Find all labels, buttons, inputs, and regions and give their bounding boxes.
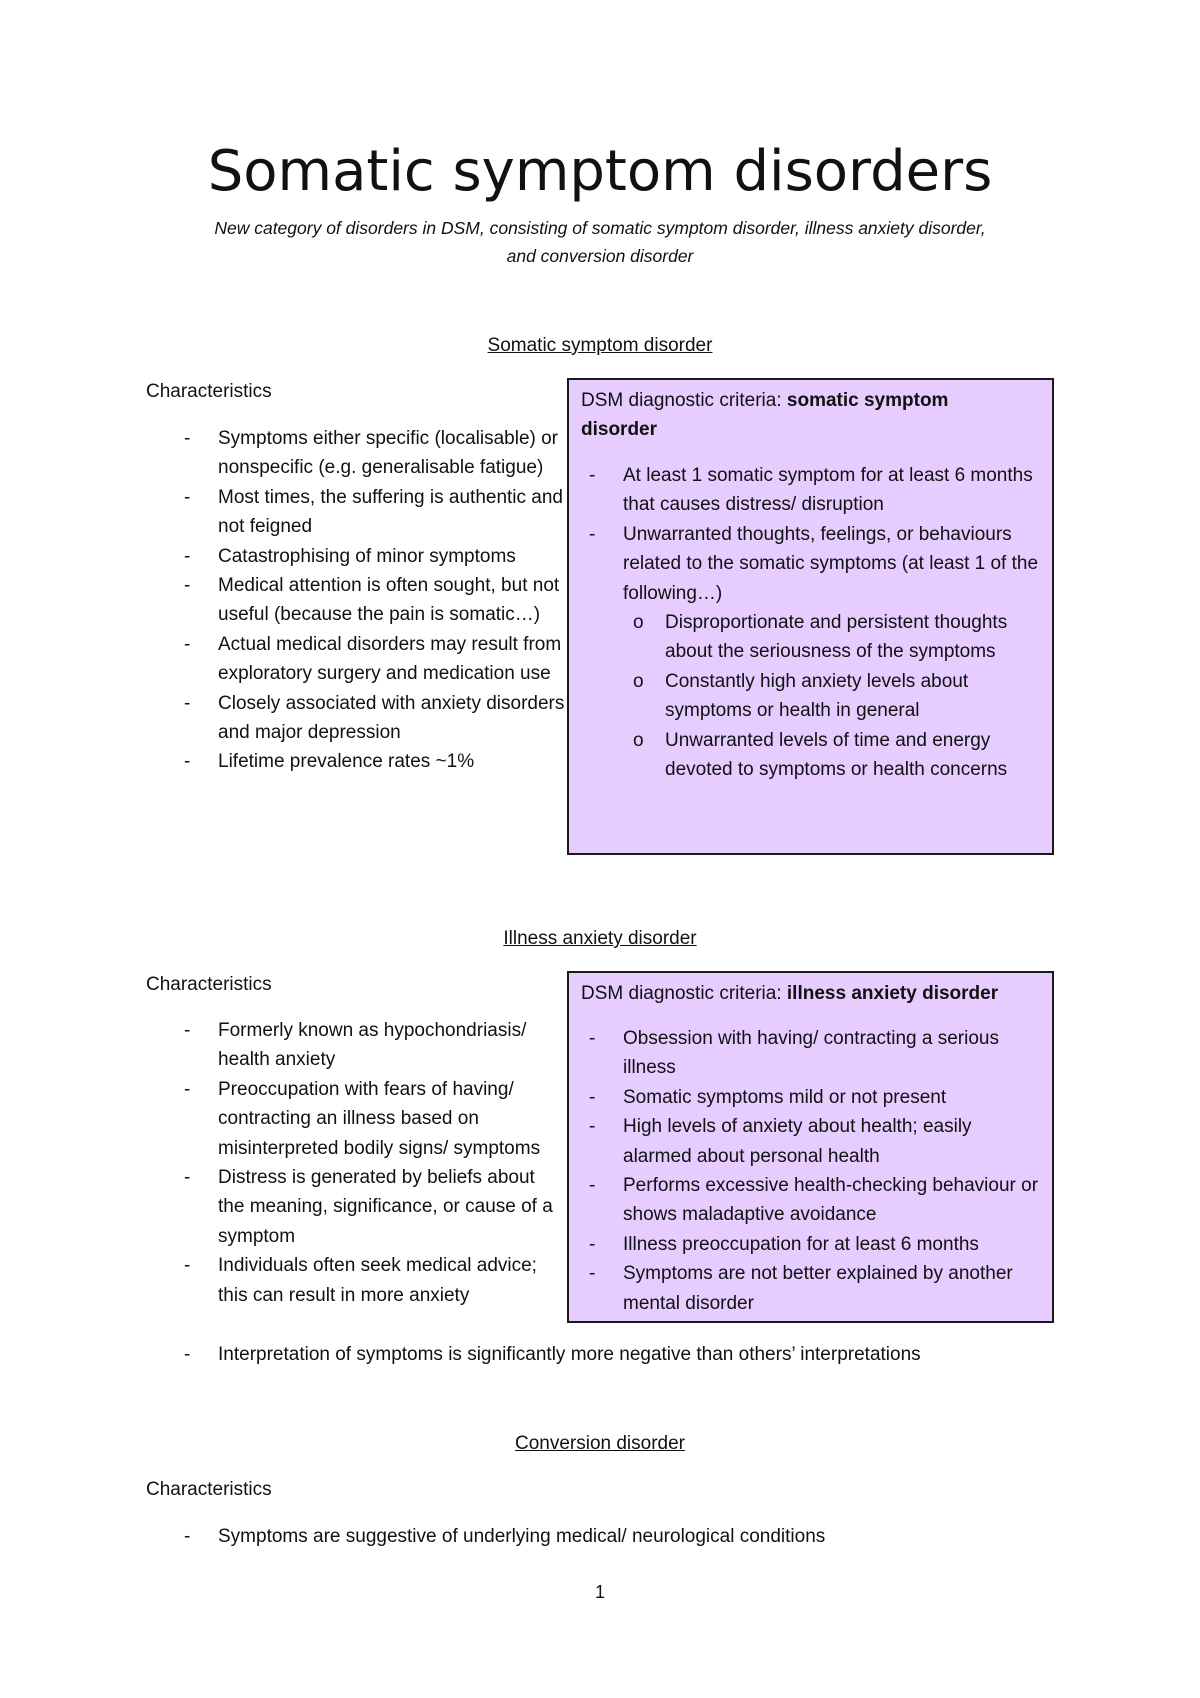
subtitle-line-1: New category of disorders in DSM, consisting of somatic symptom disorder, illness anxiety disorder, <box>214 218 986 238</box>
criteria-title-somatic <box>581 386 1021 444</box>
page-subtitle <box>150 214 1050 270</box>
sub-list-item: o Disproportionate and persistent thoughts about the seriousness of the symptoms <box>623 608 1039 667</box>
list-item: - Formerly known as hypochondriasis/ health anxiety <box>146 1016 566 1075</box>
criteria-title-prefix: DSM diagnostic criteria: <box>581 390 787 411</box>
list-item: - Interpretation of symptoms is significantly more negative than others’ interpretations <box>146 1340 1106 1369</box>
page-title: Somatic symptom disorders <box>207 139 993 204</box>
list-item: - Lifetime prevalence rates ~1% <box>146 747 566 776</box>
list-item <box>569 520 1039 785</box>
section-heading-illness: Illness anxiety disorder <box>503 928 697 949</box>
sub-list-item: o Constantly high anxiety levels about symptoms or health in general <box>623 667 1039 726</box>
characteristics-list-conversion <box>146 1522 1106 1551</box>
list-item: - High levels of anxiety about health; easily alarmed about personal health <box>569 1112 1039 1171</box>
subtitle-line-2: and conversion disorder <box>506 246 694 266</box>
list-item: - Somatic symptoms mild or not present <box>569 1083 1039 1112</box>
page-number: 1 <box>594 1582 605 1602</box>
characteristics-label-somatic: Characteristics <box>146 381 272 402</box>
list-item: - Most times, the suffering is authentic and not feigned <box>146 483 566 542</box>
list-item: - Actual medical disorders may result from exploratory surgery and medication use <box>146 630 566 689</box>
sub-list-item: o Unwarranted levels of time and energy devoted to symptoms or health concerns <box>623 726 1039 785</box>
criteria-title-bold: somatic symptom disorder <box>581 390 949 440</box>
list-item: - Preoccupation with fears of having/ contracting an illness based on misinterpreted bodily signs/ symptoms <box>146 1075 566 1163</box>
list-item: - Individuals often seek medical advice; this can result in more anxiety <box>146 1251 566 1310</box>
list-item: - Distress is generated by beliefs about the meaning, significance, or cause of a symptom <box>146 1163 566 1251</box>
list-item: - Obsession with having/ contracting a serious illness <box>569 1024 1039 1083</box>
list-item: - Symptoms are not better explained by another mental disorder <box>569 1259 1039 1318</box>
characteristics-label-conversion: Characteristics <box>146 1479 272 1500</box>
characteristics-list-illness <box>146 1016 566 1310</box>
list-item: - Illness preoccupation for at least 6 months <box>569 1230 1039 1259</box>
list-item: - Catastrophising of minor symptoms <box>146 542 566 571</box>
criteria-title-bold: illness anxiety disorder <box>786 983 999 1004</box>
criteria-title-prefix: DSM diagnostic criteria: <box>581 983 787 1004</box>
list-item: - At least 1 somatic symptom for at least 6 months that causes distress/ disruption <box>569 461 1039 520</box>
section-heading-conversion: Conversion disorder <box>514 1433 686 1454</box>
characteristics-list-somatic <box>146 424 566 777</box>
criteria-list-somatic <box>569 461 1039 784</box>
criteria-title-illness <box>581 979 1041 1008</box>
list-item: - Symptoms either specific (localisable) or nonspecific (e.g. generalisable fatigue) <box>146 424 566 483</box>
criteria-sublist <box>623 608 1039 784</box>
list-item: - Closely associated with anxiety disorders and major depression <box>146 689 566 748</box>
list-item: - Symptoms are suggestive of underlying medical/ neurological conditions <box>146 1522 1106 1551</box>
list-item: - Medical attention is often sought, but not useful (because the pain is somatic…) <box>146 571 566 630</box>
list-item: - Performs excessive health-checking behaviour or shows maladaptive avoidance <box>569 1171 1039 1230</box>
characteristics-label-illness: Characteristics <box>146 974 272 995</box>
characteristics-list-illness-continued <box>146 1340 1106 1369</box>
criteria-box-somatic <box>567 378 1054 855</box>
criteria-list-illness <box>569 1024 1039 1318</box>
criteria-box-illness <box>567 971 1054 1323</box>
section-heading-somatic: Somatic symptom disorder <box>487 335 713 356</box>
list-item-text: Unwarranted thoughts, feelings, or behaviours related to the somatic symptoms (at least 1 of the following…) <box>623 523 1039 604</box>
